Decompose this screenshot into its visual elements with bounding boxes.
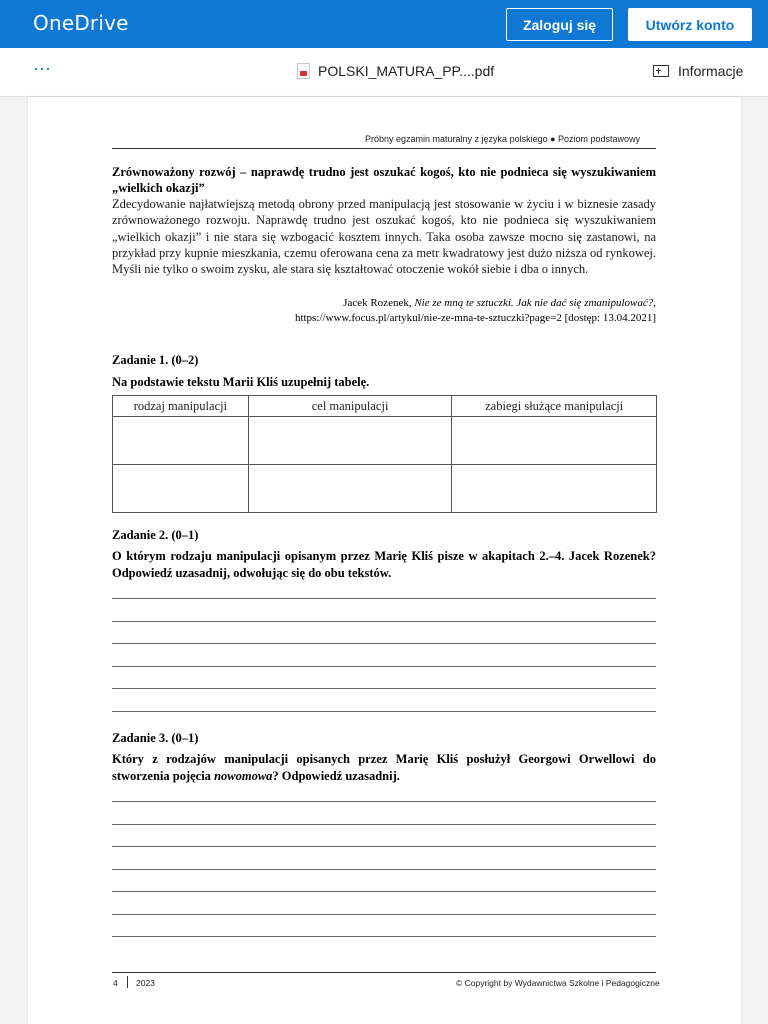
table-header-cell: rodzaj manipulacji (113, 396, 249, 417)
brand-logo[interactable]: OneDrive (33, 11, 129, 35)
task3-heading: Zadanie 3. (0–1) (112, 731, 199, 745)
footer-divider (112, 972, 656, 973)
footer-separator (127, 976, 128, 988)
answer-line (112, 936, 656, 937)
create-account-button[interactable]: Utwórz konto (628, 8, 752, 41)
answer-line (112, 891, 656, 892)
answer-line (112, 869, 656, 870)
login-button[interactable]: Zaloguj się (506, 8, 613, 41)
answer-line (112, 824, 656, 825)
table-cell (113, 417, 249, 465)
footer-copyright: © Copyright by Wydawnictwa Szkolne i Pedagogiczne (456, 978, 660, 988)
cite-title: Nie ze mną te sztuczki. Jak nie dać się zmanipulować?, (414, 297, 656, 309)
file-title (297, 63, 494, 79)
answer-line (112, 598, 656, 599)
footer-year: 2023 (136, 978, 155, 988)
answer-line (112, 688, 656, 689)
header-divider (112, 148, 656, 149)
table-header-cell: cel manipulacji (248, 396, 452, 417)
answer-line (112, 914, 656, 915)
info-label: Informacje (678, 63, 744, 79)
table-cell (452, 465, 657, 513)
answer-line (112, 846, 656, 847)
footer-page-number: 4 (113, 978, 118, 988)
info-panel-icon (653, 65, 669, 77)
task1-text: Na podstawie tekstu Marii Kliś uzupełnij tabelę. (112, 375, 370, 389)
answer-line (112, 643, 656, 644)
answer-line (112, 621, 656, 622)
more-options-icon[interactable]: ··· (33, 58, 51, 78)
task2-heading: Zadanie 2. (0–1) (112, 528, 199, 542)
task1-heading: Zadanie 1. (0–2) (112, 353, 199, 367)
cite-author: Jacek Rozenek, (343, 297, 415, 309)
task3-text-part: Który z rodzajów manipulacji opisanych przez Marię Kliś posłużył Georgowi Orwellowi do stworzenia pojęcia (112, 752, 656, 783)
answer-line (112, 711, 656, 712)
answer-table (112, 395, 657, 513)
article-citation (200, 296, 656, 326)
scrollbar[interactable] (751, 97, 768, 1024)
table-cell (113, 465, 249, 513)
command-bar (0, 48, 768, 97)
task3-text-part: ? Odpowiedź uzasadnij. (272, 769, 400, 783)
article-body: Zdecydowanie najłatwiejszą metodą obrony przed manipulacją jest stosowanie w życiu i w biznesie zasady zrównoważonego rozwoju. Naprawdę trudno jest oszukać kogoś, kto nie podnieca się wyszukiwaniem „wielkich okazji” i nie stara się wzbogacić kosztem innych. Taka osoba zawsze mocno się zastanowi, na przykład przy kupnie mieszkania, czemu oferowana cena za metr kwadratowy jest dużo niższa od rynkowej. Myśli nie tylko o swoim zysku, ale stara się kształtować otoczenie wokół siebie i dba o innych. (112, 197, 656, 277)
table-cell (452, 417, 657, 465)
table-header-cell: zabiegi służące manipulacji (452, 396, 657, 417)
answer-line (112, 666, 656, 667)
task3-text-emphasis: nowomowa (214, 769, 273, 783)
answer-line (112, 801, 656, 802)
table-cell (248, 417, 452, 465)
table-cell (248, 465, 452, 513)
task3-text (112, 751, 656, 785)
file-name: POLSKI_MATURA_PP....pdf (318, 63, 495, 79)
task2-text: O którym rodzaju manipulacji opisanym przez Marię Kliś pisze w akapitach 2.–4. Jacek Rozenek? Odpowiedź uzasadnij, odwołując się do obu tekstów. (112, 549, 656, 580)
pdf-file-icon (297, 63, 310, 79)
exam-header: Próbny egzamin maturalny z języka polskiego ● Poziom podstawowy (365, 134, 641, 144)
cite-url: https://www.focus.pl/artykul/nie-ze-mna-te-sztuczki?page=2 [dostęp: 13.04.2021] (294, 312, 656, 324)
top-bar (0, 0, 768, 48)
article-title: Zrównoważony rozwój – naprawdę trudno jest oszukać kogoś, kto nie podniecа się wyszukiwaniem „wielkich okazji” (112, 165, 656, 195)
info-button[interactable] (653, 63, 743, 79)
